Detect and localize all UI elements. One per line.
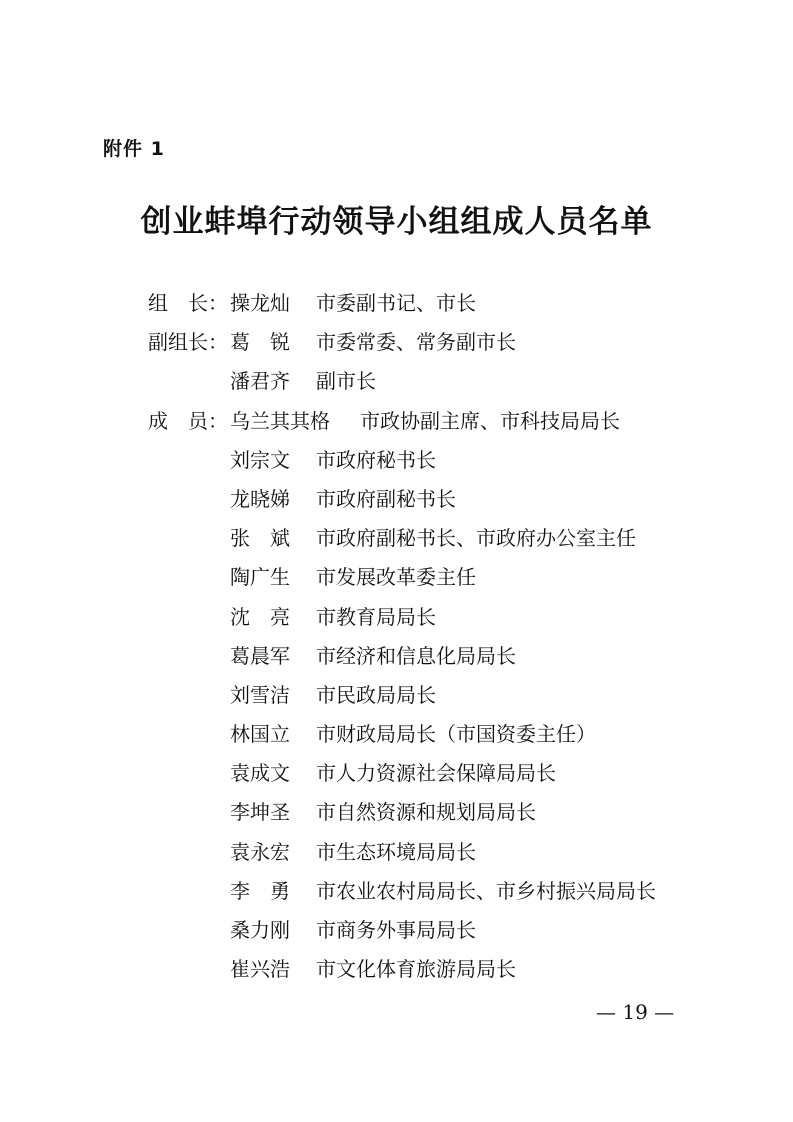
member-name: 桑力刚 bbox=[230, 918, 290, 942]
member-row bbox=[0, 911, 793, 950]
member-name: 崔兴浩 bbox=[230, 957, 290, 982]
member-position: 市经济和信息化局局长 bbox=[316, 643, 516, 668]
member-row bbox=[0, 362, 793, 401]
member-position: 市农业农村局局长、市乡村振兴局局长 bbox=[316, 878, 656, 903]
member-list bbox=[0, 284, 793, 989]
member-position: 市教育局局长 bbox=[316, 604, 436, 629]
member-position: 市委常委、常务副市长 bbox=[316, 330, 516, 355]
member-position: 市人力资源社会保障局局长 bbox=[316, 761, 556, 786]
member-role: 组 长： bbox=[148, 291, 228, 315]
member-position: 市政协副主席、市科技局局长 bbox=[360, 408, 620, 433]
member-row bbox=[0, 598, 793, 637]
member-row bbox=[0, 480, 793, 519]
member-row bbox=[0, 676, 793, 715]
member-row bbox=[0, 323, 793, 362]
member-name: 乌兰其其格 bbox=[230, 408, 330, 433]
member-position: 市自然资源和规划局局长 bbox=[316, 800, 536, 825]
member-position: 市民政局局长 bbox=[316, 682, 436, 707]
member-position: 市生态环境局局长 bbox=[316, 839, 476, 864]
member-position: 市政府秘书长 bbox=[316, 447, 436, 472]
member-name: 沈 亮 bbox=[230, 604, 290, 629]
member-position: 市政府副秘书长 bbox=[316, 486, 456, 511]
page-number: — 19 — bbox=[596, 1000, 675, 1024]
member-row bbox=[0, 754, 793, 793]
member-name: 陶广生 bbox=[230, 565, 290, 590]
member-position: 市政府副秘书长、市政府办公室主任 bbox=[316, 526, 636, 551]
member-name: 李 勇 bbox=[230, 878, 290, 903]
member-row bbox=[0, 441, 793, 480]
member-position: 市文化体育旅游局局长 bbox=[316, 957, 516, 982]
member-role: 成 员： bbox=[148, 408, 228, 433]
member-row bbox=[0, 872, 793, 911]
member-name: 袁永宏 bbox=[230, 839, 290, 864]
member-name: 张 斌 bbox=[230, 526, 290, 551]
member-name: 潘君齐 bbox=[230, 369, 290, 394]
member-name: 操龙灿 bbox=[230, 291, 290, 315]
member-name: 李坤圣 bbox=[230, 800, 290, 825]
attachment-label: 附件 1 bbox=[103, 138, 165, 160]
member-name: 刘宗文 bbox=[230, 447, 290, 472]
member-position: 副市长 bbox=[316, 369, 376, 394]
member-row bbox=[0, 519, 793, 558]
member-name: 葛晨军 bbox=[230, 643, 290, 668]
member-row bbox=[0, 950, 793, 989]
member-row bbox=[0, 402, 793, 441]
member-name: 刘雪洁 bbox=[230, 682, 290, 707]
member-name: 林国立 bbox=[230, 722, 290, 747]
member-name: 龙晓娣 bbox=[230, 486, 290, 511]
member-position: 市商务外事局局长 bbox=[316, 918, 476, 942]
document-title: 创业蚌埠行动领导小组组成人员名单 bbox=[140, 204, 653, 240]
member-name: 葛 锐 bbox=[230, 330, 290, 355]
member-position: 市发展改革委主任 bbox=[316, 565, 476, 590]
member-role: 副组长： bbox=[148, 330, 228, 355]
member-row bbox=[0, 793, 793, 832]
member-name: 袁成文 bbox=[230, 761, 290, 786]
member-position: 市财政局局长（市国资委主任） bbox=[316, 722, 596, 747]
member-row bbox=[0, 637, 793, 676]
member-row bbox=[0, 715, 793, 754]
member-row bbox=[0, 558, 793, 597]
member-row bbox=[0, 284, 793, 323]
member-row bbox=[0, 833, 793, 872]
member-position: 市委副书记、市长 bbox=[316, 291, 476, 315]
